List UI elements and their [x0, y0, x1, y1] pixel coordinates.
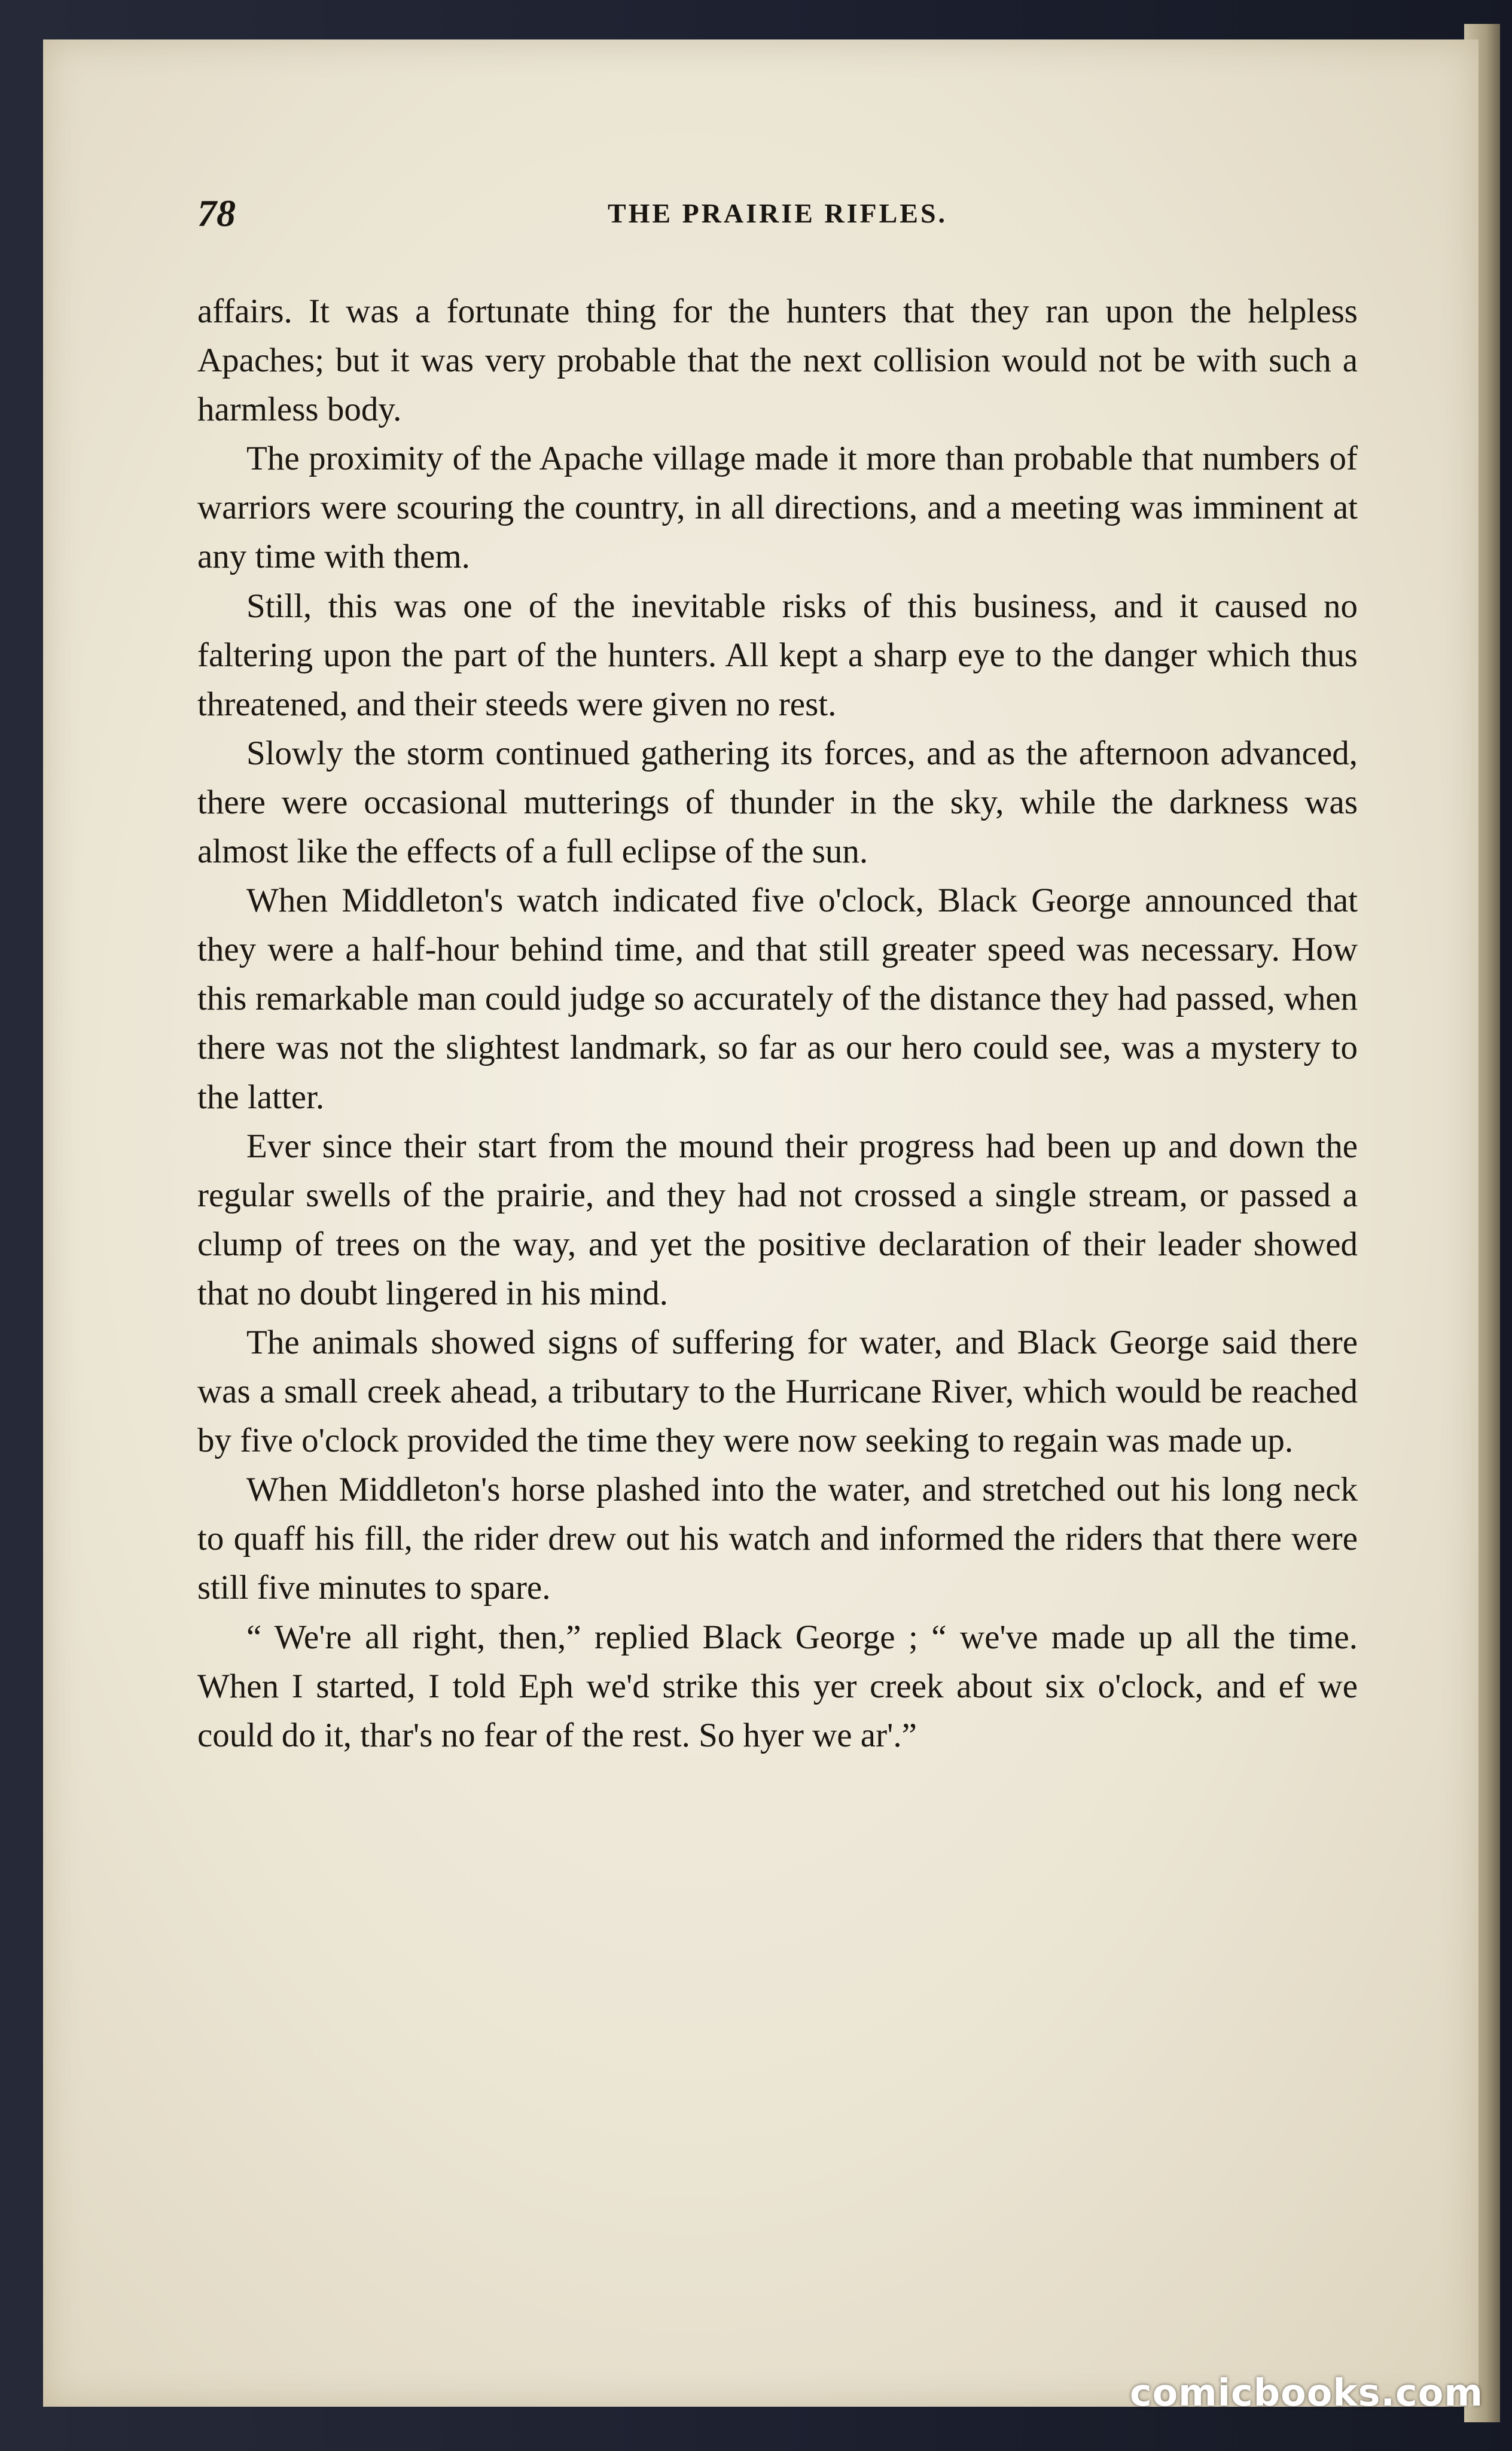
paragraph: affairs. It was a fortunate thing for the hunters that they ran upon the helpless Apaches; but it was very probable that the next collision would not be with such a harmless body. — [197, 292, 1358, 429]
paragraph: The proximity of the Apache village made it more than probable that numbers of warriors were scouring the country, in all directions, and a meeting was imminent at any time with them. — [197, 440, 1358, 576]
paragraph: The animals showed signs of suffering for water, and Black George said there was a small creek ahead, a tributary to the Hurricane River, which would be reached by five o'clock provided the time they were now seeking to regain was made up. — [197, 1323, 1358, 1460]
body-text — [197, 287, 1358, 1760]
paragraph: Ever since their start from the mound their progress had been up and down the regular swells of the prairie, and they had not crossed a single stream, or passed a clump of trees on the way, and yet the positive declaration of their leader showed that no doubt lingered in his mind. — [197, 1127, 1358, 1312]
watermark-logo: comicbooks.com — [1129, 2371, 1483, 2415]
paragraph: Still, this was one of the inevitable risks of this business, and it caused no faltering upon the part of the hunters. All kept a sharp eye to the danger which thus threatened, and their steeds were given no rest. — [197, 587, 1358, 723]
book-title: THE PRAIRIE RIFLES. — [607, 198, 948, 228]
paragraph: When Middleton's watch indicated five o'clock, Black George announced that they were a half-hour behind time, and that still greater speed was necessary. How this remarkable man could judge so accurately of the distance they had passed, when there was not the slightest landmark, so far as our hero could see, was a mystery to the latter. — [197, 882, 1358, 1116]
paragraph: “ We're all right, then,” replied Black George ; “ we've made up all the time. When I started, I told Eph we'd strike this yer creek about six o'clock, and ef we could do it, thar's no fear of the rest. So hyer we ar'.” — [197, 1618, 1358, 1754]
running-head — [197, 191, 1358, 245]
paragraph: When Middleton's horse plashed into the water, and stretched out his long neck to quaff his fill, the rider drew out his watch and informed the riders that there were still five minutes to spare. — [197, 1471, 1358, 1607]
paragraph: Slowly the storm continued gathering its forces, and as the afternoon advanced, there were occasional mutterings of thunder in the sky, while the darkness was almost like the effects of a full eclipse of the sun. — [197, 734, 1358, 871]
page-number: 78 — [197, 192, 236, 234]
